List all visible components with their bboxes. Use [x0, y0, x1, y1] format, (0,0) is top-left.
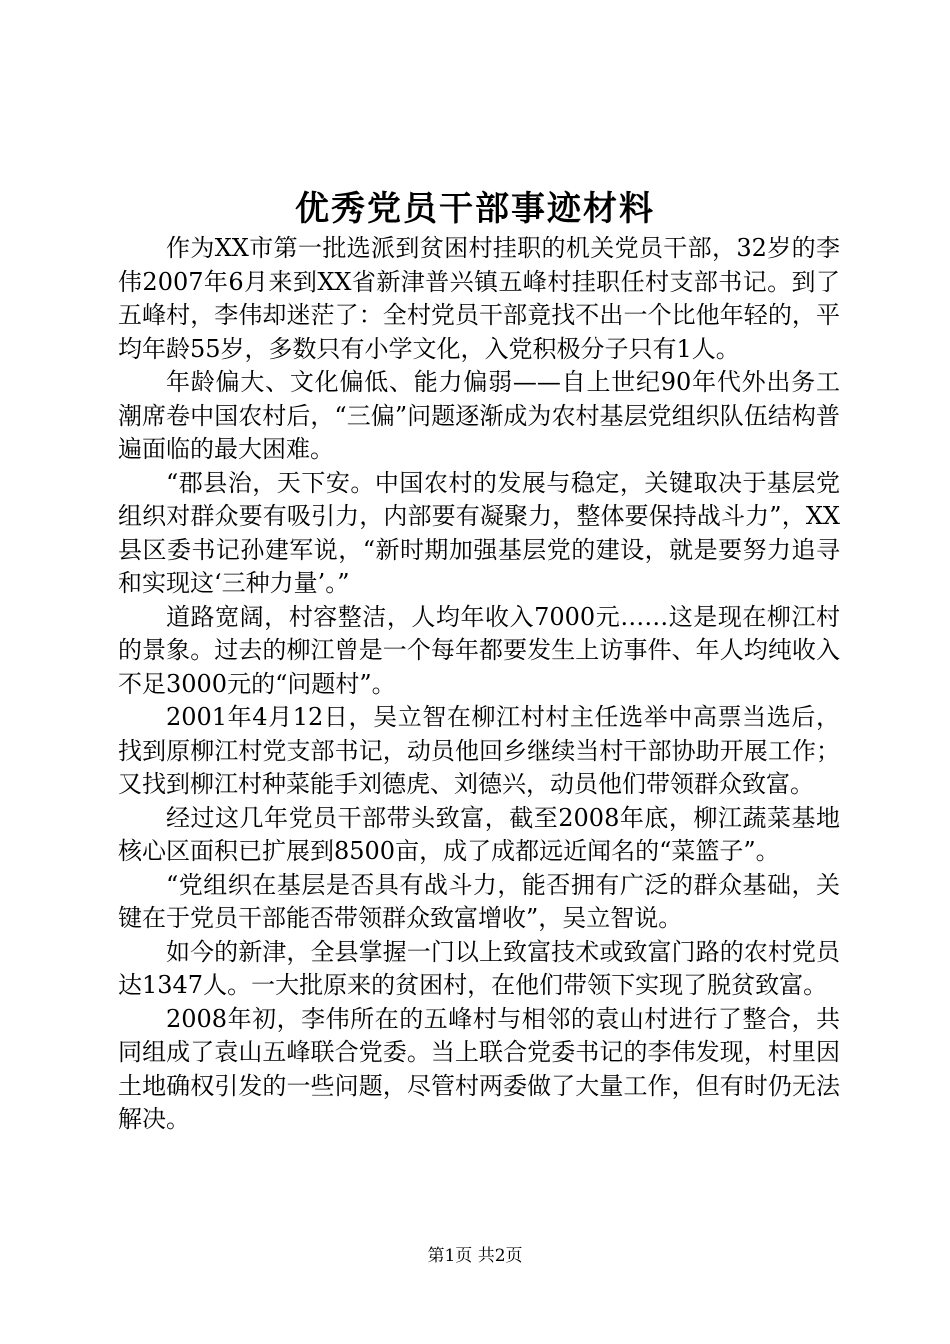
- document-body: [118, 232, 840, 1137]
- paragraph: 道路宽阔，村容整洁，人均年收入7000元……这是现在柳江村的景象。过去的柳江曾是一个每年都要发生上访事件、年人均纯收入不足3000元的“问题村”。: [118, 602, 840, 698]
- paragraph: 年龄偏大、文化偏低、能力偏弱——自上世纪90年代外出务工潮席卷中国农村后，“三偏”问题逐渐成为农村基层党组织队伍结构普遍面临的最大困难。: [118, 368, 840, 463]
- paragraph: 2001年4月12日，吴立智在柳江村村主任选举中高票当选后，找到原柳江村党支部书记，动员他回乡继续当村干部协助开展工作；又找到柳江村种菜能手刘德虎、刘德兴，动员他们带领群众致富。: [118, 703, 840, 798]
- paragraph: “党组织在基层是否具有战斗力，能否拥有广泛的群众基础，关键在于党员干部能否带领群众致富增收”，吴立智说。: [118, 870, 840, 932]
- paragraph: 经过这几年党员干部带头致富，截至2008年底，柳江蔬菜基地核心区面积已扩展到8500亩，成了成都远近闻名的“菜篮子”。: [118, 803, 840, 865]
- page-number-footer: 第1页 共2页: [427, 1246, 523, 1266]
- paragraph: 2008年初，李伟所在的五峰村与相邻的袁山村进行了整合，共同组成了袁山五峰联合党委。当上联合党委书记的李伟发现，村里因土地确权引发的一些问题，尽管村两委做了大量工作，但有时仍无法解决。: [118, 1004, 840, 1133]
- document-title: 优秀党员干部事迹材料: [295, 189, 655, 229]
- paragraph: 如今的新津，全县掌握一门以上致富技术或致富门路的农村党员达1347人。一大批原来的贫困村，在他们带领下实现了脱贫致富。: [118, 937, 840, 999]
- paragraph: 作为XX市第一批选派到贫困村挂职的机关党员干部，32岁的李伟2007年6月来到XX省新津普兴镇五峰村挂职任村支部书记。到了五峰村，李伟却迷茫了：全村党员干部竟找不出一个比他年轻的，平均年龄55岁，多数只有小学文化，入党积极分子只有1人。: [118, 234, 840, 363]
- paragraph: “郡县治，天下安。中国农村的发展与稳定，关键取决于基层党组织对群众要有吸引力，内部要有凝聚力，整体要保持战斗力”，XX县区委书记孙建军说，“新时期加强基层党的建设，就是要努力追寻和实现这‘三种力量’。”: [118, 468, 840, 597]
